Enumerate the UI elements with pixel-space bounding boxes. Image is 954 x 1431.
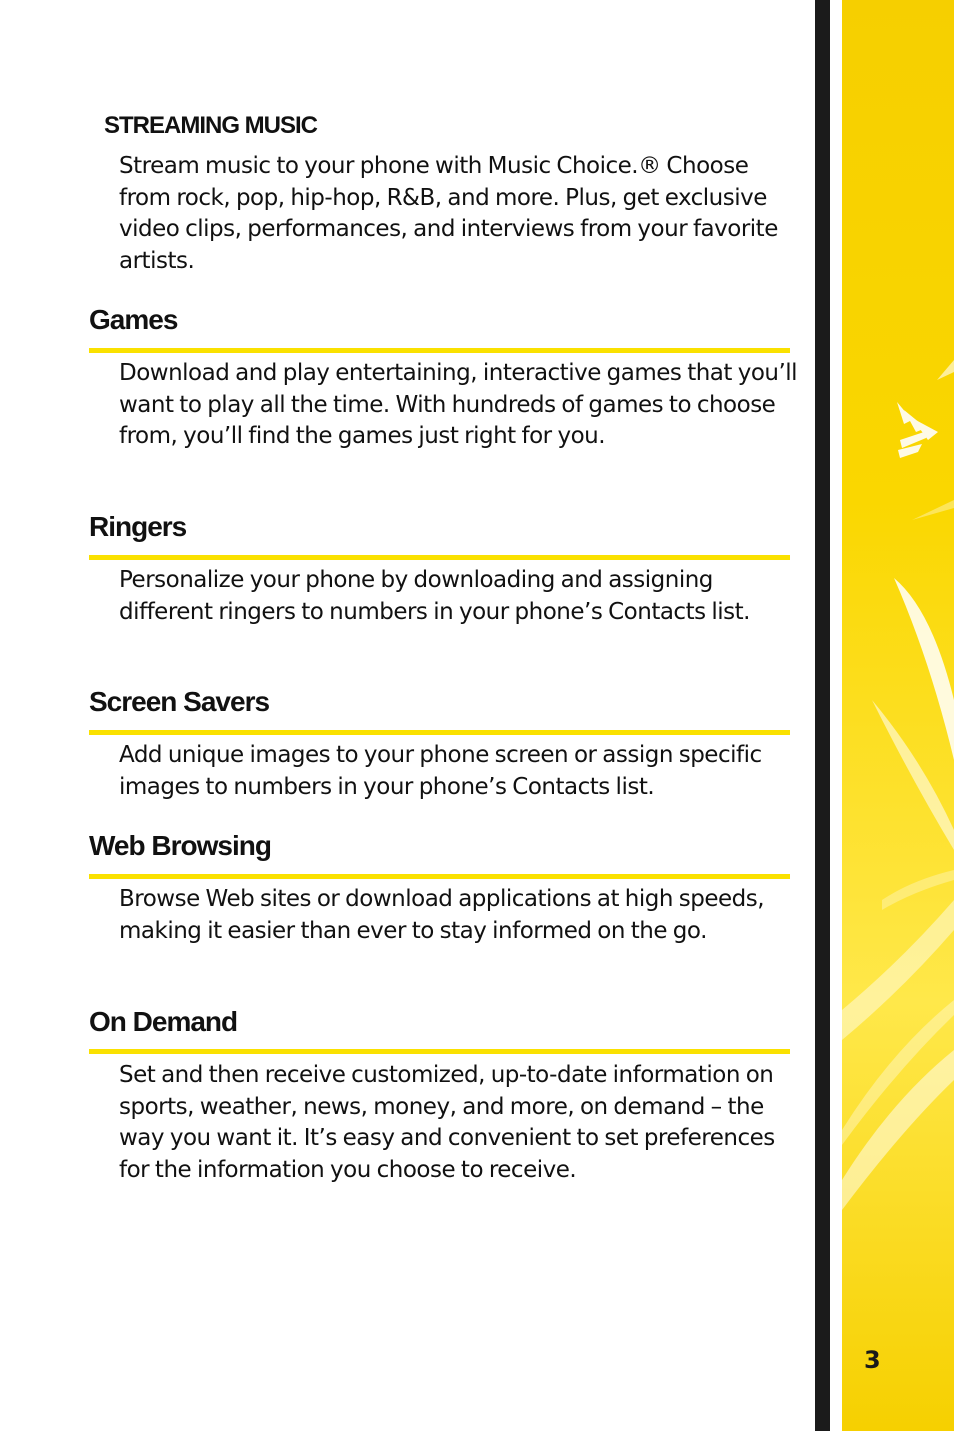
side-black-bar bbox=[815, 0, 830, 1431]
section-text-games: Download and play entertaining, interactive games that you’ll want to play all the time. With hundreds of games to choose from, you’ll find the games just right for you. bbox=[119, 360, 798, 449]
section-heading-games: Games bbox=[89, 304, 178, 335]
section-heading-screen-savers: Screen Savers bbox=[89, 686, 270, 717]
section-heading-ringers: Ringers bbox=[89, 511, 187, 542]
section-text-screen-savers: Add unique images to your phone screen or assign specific images to numbers in your phone’s Contacts list. bbox=[119, 742, 762, 800]
section-rule bbox=[89, 348, 790, 353]
section-text-ringers: Personalize your phone by downloading and assigning different ringers to numbers in your phone’s Contacts list. bbox=[119, 567, 750, 625]
streaming-music-subheading: STREAMING MUSIC bbox=[104, 112, 317, 139]
section-rule bbox=[89, 874, 790, 879]
decorative-light-streaks bbox=[842, 0, 954, 1431]
section-heading-on-demand: On Demand bbox=[89, 1006, 238, 1037]
side-yellow-panel bbox=[842, 0, 954, 1431]
section-rule bbox=[89, 730, 790, 735]
section-heading-web-browsing: Web Browsing bbox=[89, 830, 271, 861]
section-rule bbox=[89, 1049, 790, 1054]
section-text-on-demand: Set and then receive customized, up-to-date information on sports, weather, news, money, and more, on demand – the way you want it. It’s easy and convenient to set preferences for the information you choose to receive. bbox=[119, 1062, 775, 1183]
brand-swoosh-icon bbox=[897, 402, 938, 458]
streaming-music-text: Stream music to your phone with Music Choice.® Choose from rock, pop, hip-hop, R&B, and more. Plus, get exclusive video clips, performances, and interviews from your favorite artists. bbox=[119, 153, 778, 274]
page-number: 3 bbox=[864, 1346, 881, 1374]
section-text-web-browsing: Browse Web sites or download applications at high speeds, making it easier than ever to stay informed on the go. bbox=[119, 886, 765, 944]
section-rule bbox=[89, 555, 790, 560]
